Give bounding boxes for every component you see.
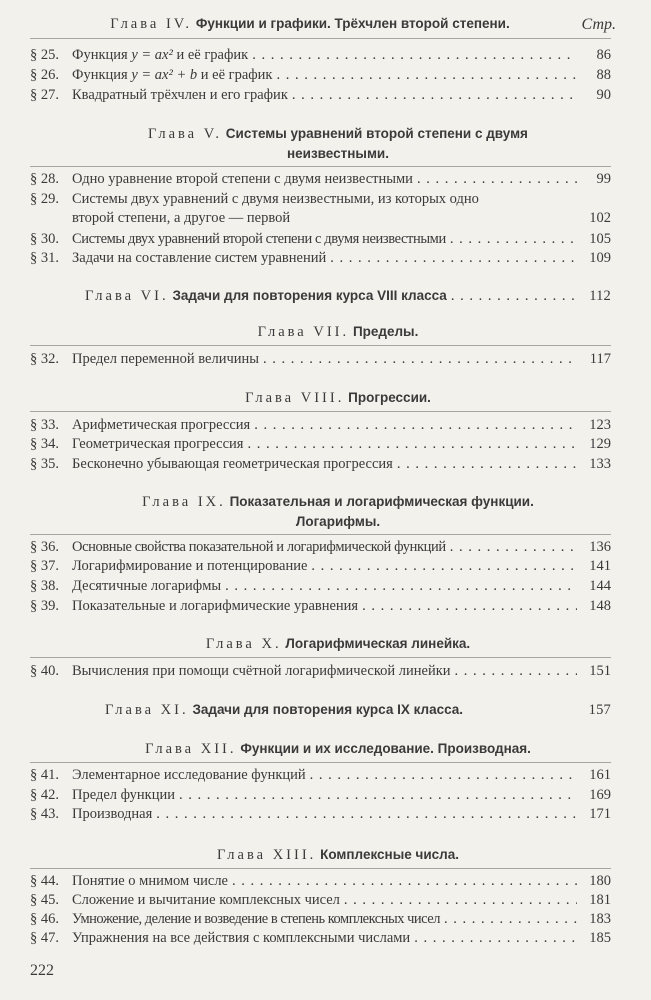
toc-entry[interactable] xyxy=(30,872,611,891)
section-number: § 32. xyxy=(30,351,59,367)
leader-dots xyxy=(455,662,577,681)
toc-entry[interactable] xyxy=(30,435,611,454)
section-number: § 41. xyxy=(30,767,59,783)
chapter-title: Прогрессии. xyxy=(348,390,431,405)
section-number: § 29. xyxy=(30,191,59,207)
chapter-heading xyxy=(60,388,616,408)
toc-entry[interactable] xyxy=(30,538,611,557)
leader-dots xyxy=(344,891,577,910)
page-number: 185 xyxy=(589,930,611,946)
toc-entry[interactable] xyxy=(30,662,611,681)
section-number: § 45. xyxy=(30,892,59,908)
leader-dots xyxy=(417,170,577,189)
chapter-heading xyxy=(60,739,616,759)
chapter-label: Глава X. xyxy=(205,636,282,652)
toc-entry[interactable] xyxy=(30,786,611,805)
section-number: § 37. xyxy=(30,558,59,574)
section-number: § 26. xyxy=(30,67,59,83)
toc-entry[interactable] xyxy=(30,805,611,824)
chapter-title: Задачи для повторения курса VIII класса xyxy=(172,288,447,303)
section-number: § 30. xyxy=(30,231,59,247)
section-number: § 47. xyxy=(30,930,59,946)
page-number: 157 xyxy=(588,702,611,718)
page-number: 183 xyxy=(589,911,611,927)
toc-entry[interactable] xyxy=(30,350,611,369)
leader-dots xyxy=(292,86,577,105)
chapter-heading xyxy=(60,124,616,164)
divider xyxy=(30,657,611,658)
leader-dots xyxy=(414,929,577,948)
entry-title: Бесконечно убывающая геометрическая прогрессия xyxy=(72,456,393,472)
page-number: 181 xyxy=(589,892,611,908)
toc-entry[interactable] xyxy=(30,416,611,435)
folio-page-number: 222 xyxy=(30,962,54,979)
entry-title: Элементарное исследование функций xyxy=(72,767,306,783)
divider xyxy=(30,534,611,535)
section-number: § 34. xyxy=(30,436,59,452)
section-number: § 43. xyxy=(30,806,59,822)
page-number: 86 xyxy=(596,47,611,63)
chapter-title: Показательная и логарифмическая функции. xyxy=(229,494,534,509)
leader-dots xyxy=(362,597,577,616)
toc-entry[interactable] xyxy=(30,190,611,228)
entry-title: Предел переменной величины xyxy=(72,351,260,367)
chapter-label: Глава V. xyxy=(148,126,222,142)
entry-title: Системы двух уравнений с двумя неизвестными, из которых одно второй степени, а другое — первой xyxy=(72,191,479,226)
chapter-title-line2: Логарифмы. xyxy=(295,514,381,529)
chapter-heading[interactable] xyxy=(85,286,611,306)
page-number: 171 xyxy=(589,806,611,822)
formula: y = ax² xyxy=(131,47,173,63)
toc-entry[interactable] xyxy=(30,929,611,948)
chapter-title: Логарифмическая линейка. xyxy=(285,636,471,651)
section-number: § 36. xyxy=(30,539,59,555)
chapter-title: Комплексные числа. xyxy=(320,847,459,862)
page-number: 151 xyxy=(589,663,611,679)
chapter-title: Пределы. xyxy=(352,324,419,339)
section-number: § 39. xyxy=(30,598,59,614)
leader-dots xyxy=(311,557,577,576)
toc-entry[interactable] xyxy=(30,230,611,249)
chapter-label: Глава VIII. xyxy=(245,390,345,406)
toc-entry[interactable] xyxy=(30,170,611,189)
page-number: 123 xyxy=(589,417,611,433)
section-number: § 46. xyxy=(30,911,59,927)
entry-title: Геометрическая прогрессия xyxy=(72,436,244,452)
leader-dots xyxy=(444,910,577,929)
toc-entry[interactable] xyxy=(30,766,611,785)
entry-title: Показательные и логарифмические уравнения xyxy=(72,598,359,614)
leader-dots xyxy=(179,786,577,805)
section-number: § 28. xyxy=(30,171,59,187)
formula: y = ax² + b xyxy=(131,67,198,83)
page-number: 141 xyxy=(589,558,611,574)
chapter-title: Задачи для повторения курса IX класса. xyxy=(192,702,464,717)
leader-dots xyxy=(247,435,577,454)
page-column-label: Стр. xyxy=(581,16,616,33)
leader-dots xyxy=(225,577,577,596)
toc-entry[interactable] xyxy=(30,597,611,616)
entry-title: Сложение и вычитание комплексных чисел xyxy=(72,892,340,908)
page-number: 136 xyxy=(589,539,611,555)
toc-entry[interactable] xyxy=(30,455,611,474)
entry-title: Логарифмирование и потенцирование xyxy=(72,558,308,574)
entry-title: Умножение, деление и возведение в степень комплексных чисел xyxy=(72,911,440,927)
toc-entry[interactable] xyxy=(30,66,611,85)
chapter-label: Глава VII. xyxy=(257,324,350,340)
section-number: § 31. xyxy=(30,250,59,266)
page-number: 144 xyxy=(589,578,611,594)
chapter-label: Глава XII. xyxy=(145,741,237,757)
entry-title: Десятичные логарифмы xyxy=(72,578,222,594)
page-number: 112 xyxy=(589,288,611,304)
chapter-heading[interactable] xyxy=(105,700,611,720)
leader-dots xyxy=(156,805,577,824)
chapter-title: Системы уравнений второй степени с двумя xyxy=(225,126,528,141)
leader-dots xyxy=(451,287,577,306)
page-number: 109 xyxy=(589,250,611,266)
entry-title: Арифметическая прогрессия xyxy=(72,417,251,433)
section-number: § 27. xyxy=(30,87,59,103)
page-number: 105 xyxy=(589,231,611,247)
entry-title: Системы двух уравнений второй степени с двумя неизвестными xyxy=(72,231,446,247)
entry-title: Одно уравнение второй степени с двумя неизвестными xyxy=(72,171,413,187)
divider xyxy=(30,868,611,869)
chapter-title: Функции и графики. Трёхчлен второй степени. xyxy=(195,16,510,31)
page-number: 148 xyxy=(589,598,611,614)
leader-dots xyxy=(263,350,577,369)
leader-dots xyxy=(276,66,577,85)
page-number: 169 xyxy=(589,787,611,803)
chapter-heading xyxy=(60,634,616,654)
page-number: 117 xyxy=(589,351,611,367)
page-number: 129 xyxy=(589,436,611,452)
leader-dots xyxy=(310,766,577,785)
section-number: § 44. xyxy=(30,873,59,889)
toc-entry[interactable] xyxy=(30,577,611,596)
toc-entry[interactable] xyxy=(30,910,611,929)
leader-dots xyxy=(252,46,577,65)
entry-title: Основные свойства показательной и логарифмической функций xyxy=(72,539,446,555)
chapter-heading xyxy=(60,322,616,342)
divider xyxy=(30,345,611,346)
page-number: 133 xyxy=(589,456,611,472)
leader-dots xyxy=(450,230,577,249)
chapter-heading xyxy=(60,492,616,532)
entry-title: Функция y = ax² + b и её график xyxy=(72,67,273,83)
page-number: 88 xyxy=(596,67,611,83)
leader-dots xyxy=(450,538,577,557)
entry-title: Производная xyxy=(72,806,153,822)
toc-entry[interactable] xyxy=(30,249,611,268)
leader-dots xyxy=(232,872,577,891)
toc-entry[interactable] xyxy=(30,891,611,910)
chapter-label: Глава IV. xyxy=(110,16,193,32)
divider xyxy=(30,762,611,763)
section-number: § 33. xyxy=(30,417,59,433)
page-number: 102 xyxy=(589,210,611,226)
divider xyxy=(30,166,611,167)
entry-title: Понятие о мнимом числе xyxy=(72,873,228,889)
entry-title: Вычисления при помощи счётной логарифмической линейки xyxy=(72,663,451,679)
entry-title: Функция y = ax² и её график xyxy=(72,47,249,63)
chapter-title-line2: неизвестными. xyxy=(287,146,389,161)
entry-title: Квадратный трёхчлен и его график xyxy=(72,87,288,103)
page-number: 180 xyxy=(589,873,611,889)
leader-dots xyxy=(254,416,577,435)
chapter-label: Глава XI. xyxy=(105,702,189,718)
toc-entry[interactable] xyxy=(30,557,611,576)
section-number: § 25. xyxy=(30,47,59,63)
entry-title: Упражнения на все действия с комплексными числами xyxy=(72,930,411,946)
chapter-heading xyxy=(60,14,560,34)
chapter-label: Глава XIII. xyxy=(217,847,317,863)
entry-title: Задачи на составление систем уравнений xyxy=(72,250,327,266)
chapter-label: Глава VI. xyxy=(85,288,169,304)
section-number: § 42. xyxy=(30,787,59,803)
section-number: § 35. xyxy=(30,456,59,472)
divider xyxy=(30,38,611,39)
chapter-heading xyxy=(60,845,616,865)
toc-entry[interactable] xyxy=(30,86,611,105)
chapter-label: Глава IX. xyxy=(142,494,226,510)
section-number: § 40. xyxy=(30,663,59,679)
section-number: § 38. xyxy=(30,578,59,594)
leader-dots xyxy=(397,455,577,474)
entry-title: Предел функции xyxy=(72,787,176,803)
page-number: 99 xyxy=(596,171,611,187)
toc-entry[interactable] xyxy=(30,46,611,65)
chapter-title: Функции и их исследование. Производная. xyxy=(240,741,531,756)
page-number: 161 xyxy=(589,767,611,783)
page-number: 90 xyxy=(596,87,611,103)
leader-dots xyxy=(330,249,577,268)
divider xyxy=(30,411,611,412)
